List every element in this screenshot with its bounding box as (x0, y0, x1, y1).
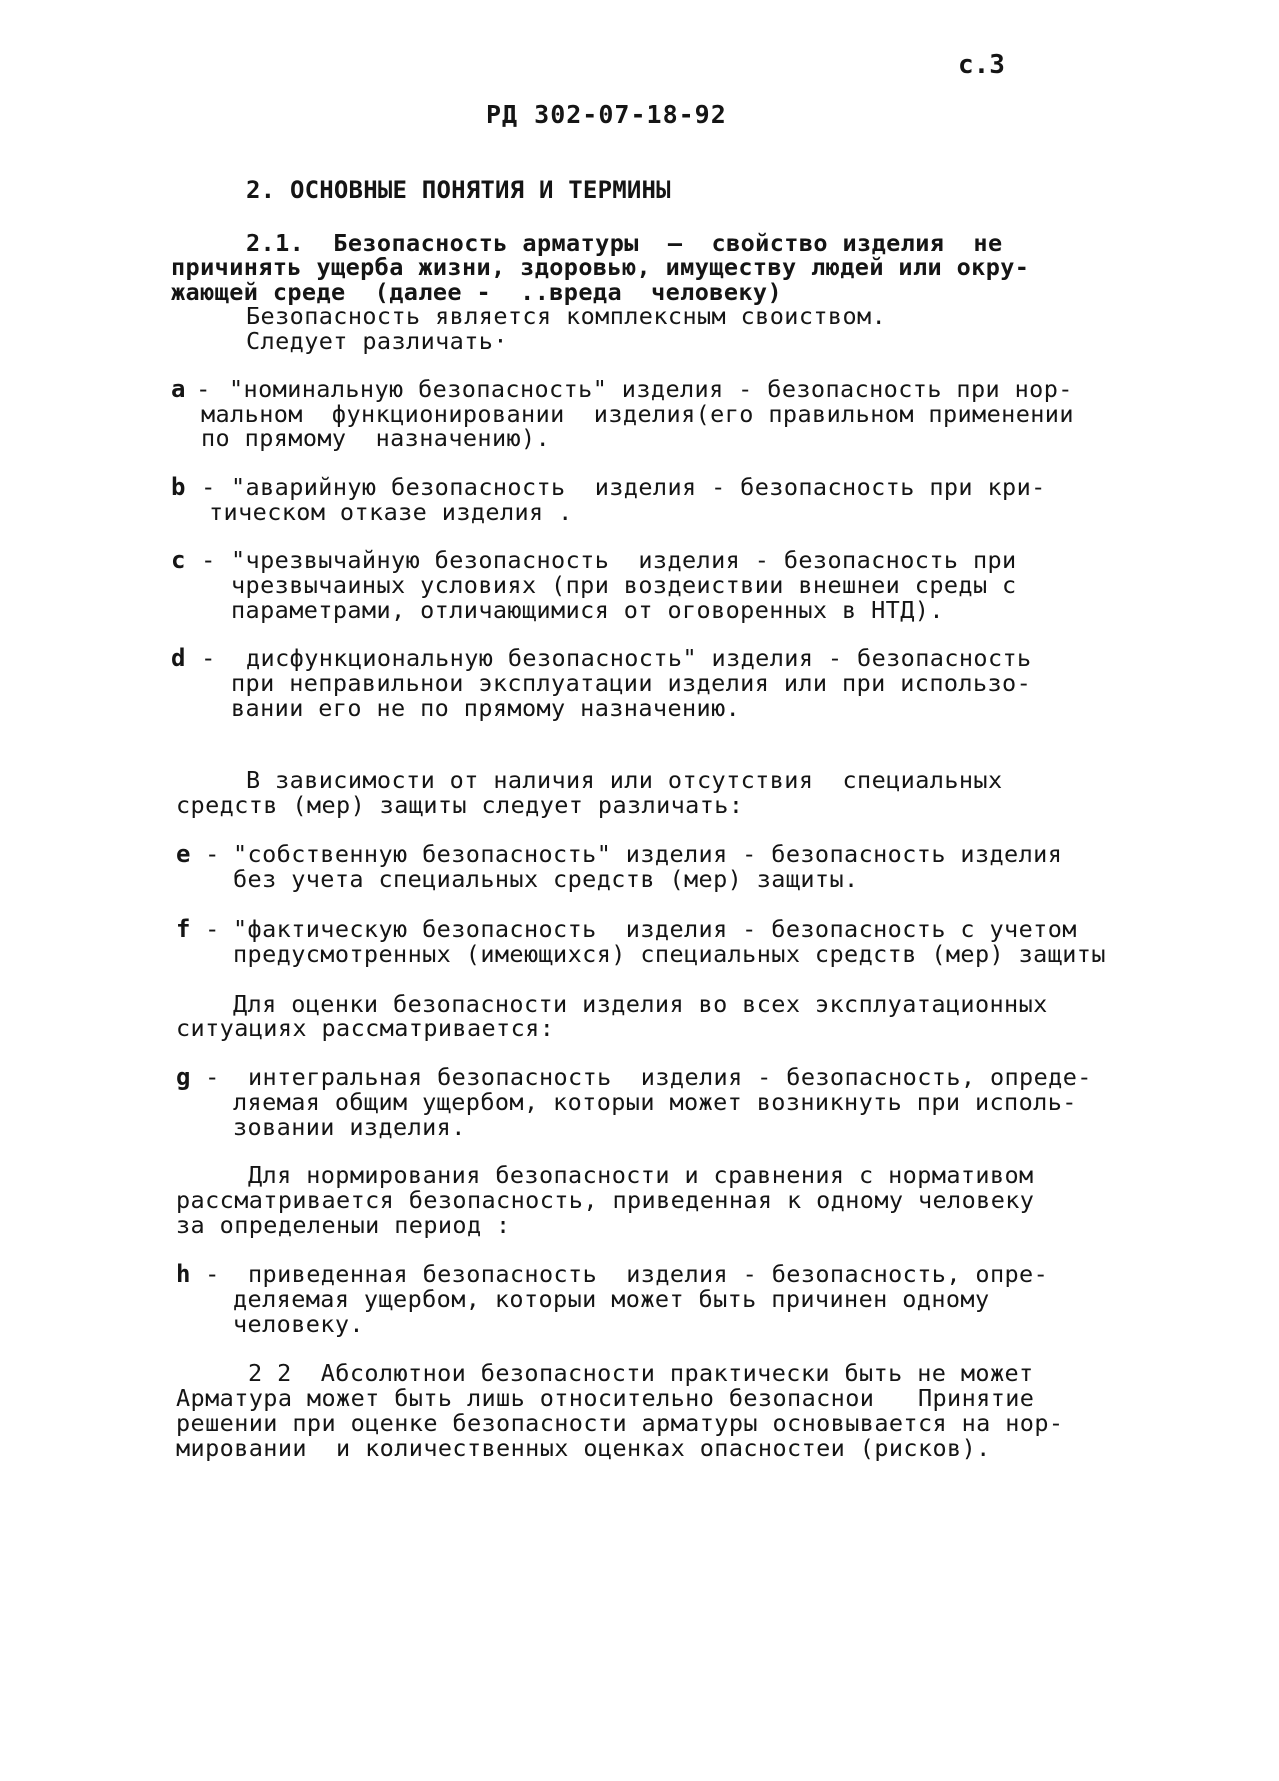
paragraph-line: за определеныи период : (176, 1211, 511, 1239)
item-line: параметрами, отличающимися от оговоренных в НТД). (231, 596, 944, 624)
paragraph-line: причинять ущерба жизни, здоровью, имуществу людей или окру- (171, 253, 1030, 281)
item-dash: - (196, 375, 211, 403)
item-label: g (176, 1063, 191, 1091)
item-line: при неправильнои эксплуатации изделия или при использо- (231, 669, 1032, 697)
page-number: с.3 (958, 50, 1005, 80)
item-label: h (176, 1260, 191, 1288)
item-line: мальном функционировании изделия(его правильном применении (201, 400, 1074, 428)
item-line: "собственную безопасность" изделия - безопасность изделия (233, 840, 1063, 868)
paragraph-line: мировании и количественных оценках опасностеи (рисков). (176, 1434, 991, 1462)
item-dash: - (201, 546, 216, 574)
item-dash: - (201, 473, 216, 501)
item-line: "номинальную безопасность" изделия - безопасность при нор- (229, 375, 1073, 403)
paragraph-line: Для оценки безопасности изделия во всех эксплуатационных (233, 990, 1048, 1018)
item-line: вании его не по прямому назначению. (231, 694, 741, 722)
paragraph-line: средств (мер) защиты следует различать: (176, 791, 744, 819)
item-line: чрезвычаиных условиях (при воздеиствии внешнеи среды с (231, 571, 1017, 599)
item-dash: - (205, 1063, 220, 1091)
item-label: c (171, 546, 186, 574)
item-line: предусмотренных (имеющихся) специальных средств (мер) защиты (233, 940, 1106, 968)
section-title: 2. ОСНОВНЫЕ ПОНЯТИЯ И ТЕРМИНЫ (246, 176, 671, 204)
item-dash: - (205, 840, 220, 868)
paragraph-line: Для нормирования безопасности и сравнения с нормативом (248, 1161, 1034, 1189)
document-code: РД 302-07-18-92 (486, 100, 727, 129)
item-label: a (171, 375, 186, 403)
paragraph-line: В зависимости от наличия или отсутствия специальных (246, 766, 1003, 794)
item-line: тическом отказе изделия . (209, 498, 573, 526)
item-label: f (176, 915, 191, 943)
item-line: интегральная безопасность изделия - безопасность, опреде- (248, 1063, 1092, 1091)
paragraph-line: Следует различать· (246, 327, 508, 355)
item-line: "аварийную безопасность изделия - безопасность при кри- (231, 473, 1046, 501)
item-line: без учета специальных средств (мер) защиты. (233, 865, 859, 893)
item-dash: - (205, 915, 220, 943)
item-line: дисфункциональную безопасность" изделия - безопасность (246, 644, 1032, 672)
paragraph-line: ситуациях рассматривается: (176, 1014, 555, 1042)
paragraph-line: 2.1. Безопасность арматуры – свойство изделия не (246, 229, 1003, 257)
item-line: деляемая ущербом, которыи может быть причинен одному (233, 1285, 990, 1313)
item-label: d (171, 644, 186, 672)
paragraph-line: рассматривается безопасность, приведенная к одному человеку (176, 1186, 1035, 1214)
item-dash: - (205, 1260, 220, 1288)
paragraph-line: 2 2 Абсолютнои безопасности практически быть не может (248, 1359, 1034, 1387)
paragraph-line: жающей среде (далее - ..вреда человеку) (171, 278, 783, 306)
paragraph-line: Арматура может быть лишь относительно безопаснои Принятие (176, 1384, 1035, 1412)
paragraph-line: решении при оценке безопасности арматуры основывается на нор- (176, 1409, 1064, 1437)
item-line: по прямому назначению). (201, 424, 551, 452)
item-label: b (171, 473, 186, 501)
item-line: приведенная безопасность изделия - безопасность, опре- (248, 1260, 1049, 1288)
paragraph-line: Безопасность является комплексным своиством. (246, 302, 887, 330)
item-line: человеку. (233, 1310, 364, 1338)
item-line: ляемая общим ущербом, которыи может возникнуть при исполь- (233, 1088, 1077, 1116)
item-line: зовании изделия. (233, 1113, 466, 1141)
item-line: "фактическую безопасность изделия - безопасность с учетом (233, 915, 1077, 943)
item-dash: - (201, 644, 216, 672)
item-label: e (176, 840, 191, 868)
item-line: "чрезвычайную безопасность изделия - безопасность при (231, 546, 1017, 574)
